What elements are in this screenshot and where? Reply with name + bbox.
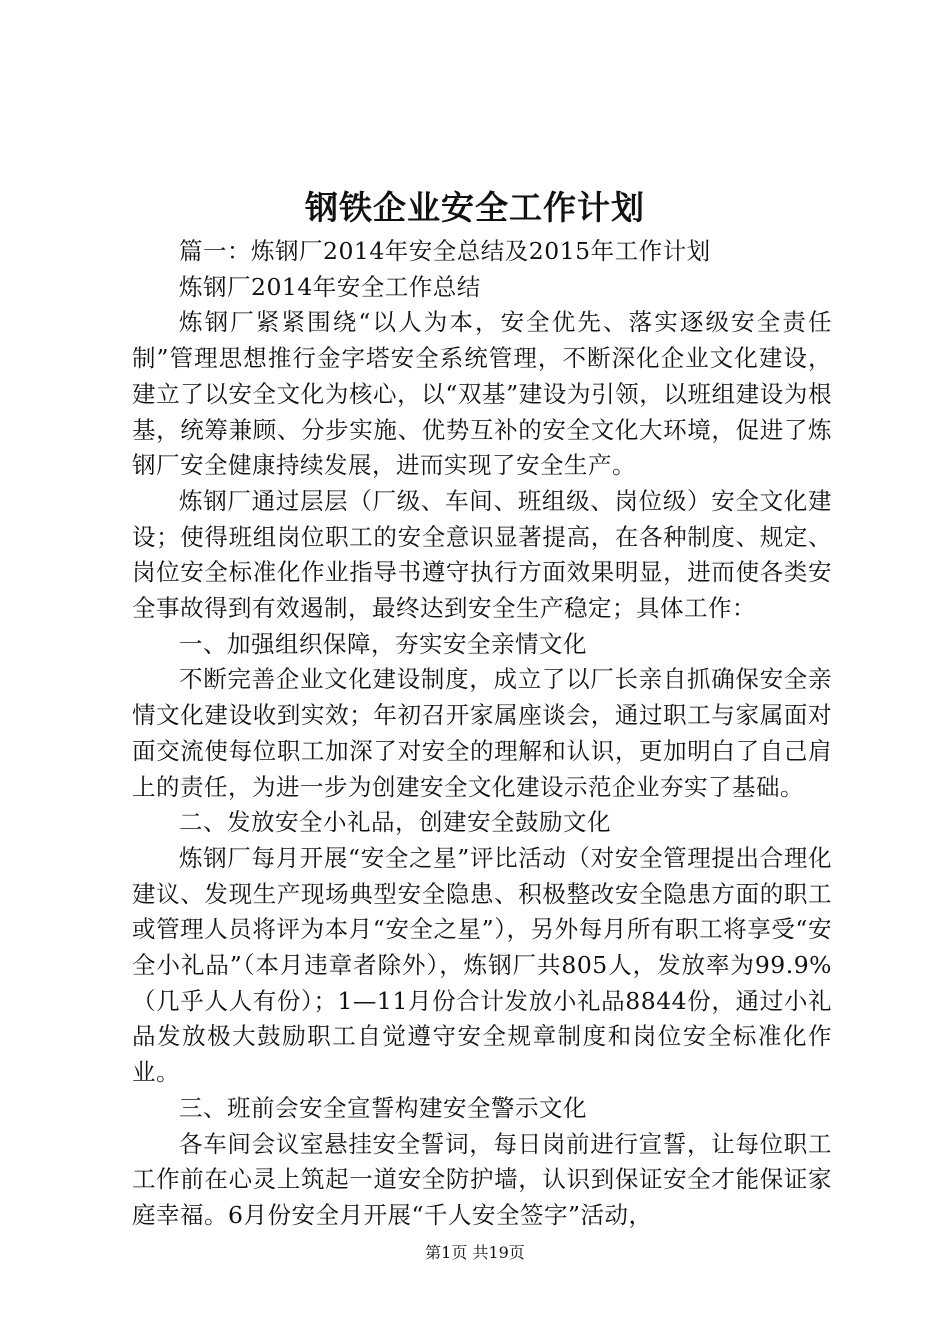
section-heading-1: 一、加强组织保障，夯实安全亲情文化 bbox=[179, 629, 587, 658]
page-number: 第1页 共19页 bbox=[425, 1243, 525, 1262]
section-heading-2: 二、发放安全小礼品，创建安全鼓励文化 bbox=[179, 808, 611, 837]
paragraph-intro: 炼钢厂紧紧围绕“以人为本，安全优先、落实逐级安全责任制”管理思想推行金字塔安全系统管理，不断深化企业文化建设，建立了以安全文化为核心，以“双基”建设为引领，以班组建设为根基，统筹兼顾、分步实施、优势互补的安全文化大环境，促进了炼钢厂安全健康持续发展，进而实现了安全生产。 bbox=[132, 308, 832, 480]
paragraph-section-3: 各车间会议室悬挂安全誓词，每日岗前进行宣誓，让每位职工工作前在心灵上筑起一道安全防护墙，认识到保证安全才能保证家庭幸福。6月份安全月开展“千人安全签字”活动， bbox=[132, 1129, 832, 1229]
paragraph-overview: 炼钢厂通过层层（厂级、车间、班组级、岗位级）安全文化建设；使得班组岗位职工的安全意识显著提高，在各种制度、规定、岗位安全标准化作业指导书遵守执行方面效果明显，进而使各类安全事故得到有效遏制，最终达到安全生产稳定；具体工作： bbox=[132, 486, 832, 623]
paragraph-section-2: 炼钢厂每月开展“安全之星”评比活动（对安全管理提出合理化建议、发现生产现场典型安全隐患、积极整改安全隐患方面的职工或管理人员将评为本月“安全之星”），另外每月所有职工将享受“安全小礼品”（本月违章者除外），炼钢厂共805人，发放率为99.9%（几乎人人有份）；1—11月份合计发放小礼品8844份，通过小礼品发放极大鼓励职工自觉遵守安全规章制度和岗位安全标准化作业。 bbox=[132, 843, 832, 1087]
paragraph-section-1: 不断完善企业文化建设制度，成立了以厂长亲自抓确保安全亲情文化建设收到实效；年初召开家属座谈会，通过职工与家属面对面交流使每位职工加深了对安全的理解和认识，更加明白了自己肩上的责任，为进一步为创建安全文化建设示范企业夯实了基础。 bbox=[132, 665, 832, 801]
paragraph-heading: 炼钢厂2014年安全工作总结 bbox=[179, 272, 481, 301]
document-title: 钢铁企业安全工作计划 bbox=[305, 188, 645, 227]
paragraph-subtitle: 篇一：炼钢厂2014年安全总结及2015年工作计划 bbox=[179, 237, 711, 265]
document-body bbox=[132, 234, 832, 1234]
section-heading-3: 三、班前会安全宣誓构建安全警示文化 bbox=[179, 1093, 587, 1122]
